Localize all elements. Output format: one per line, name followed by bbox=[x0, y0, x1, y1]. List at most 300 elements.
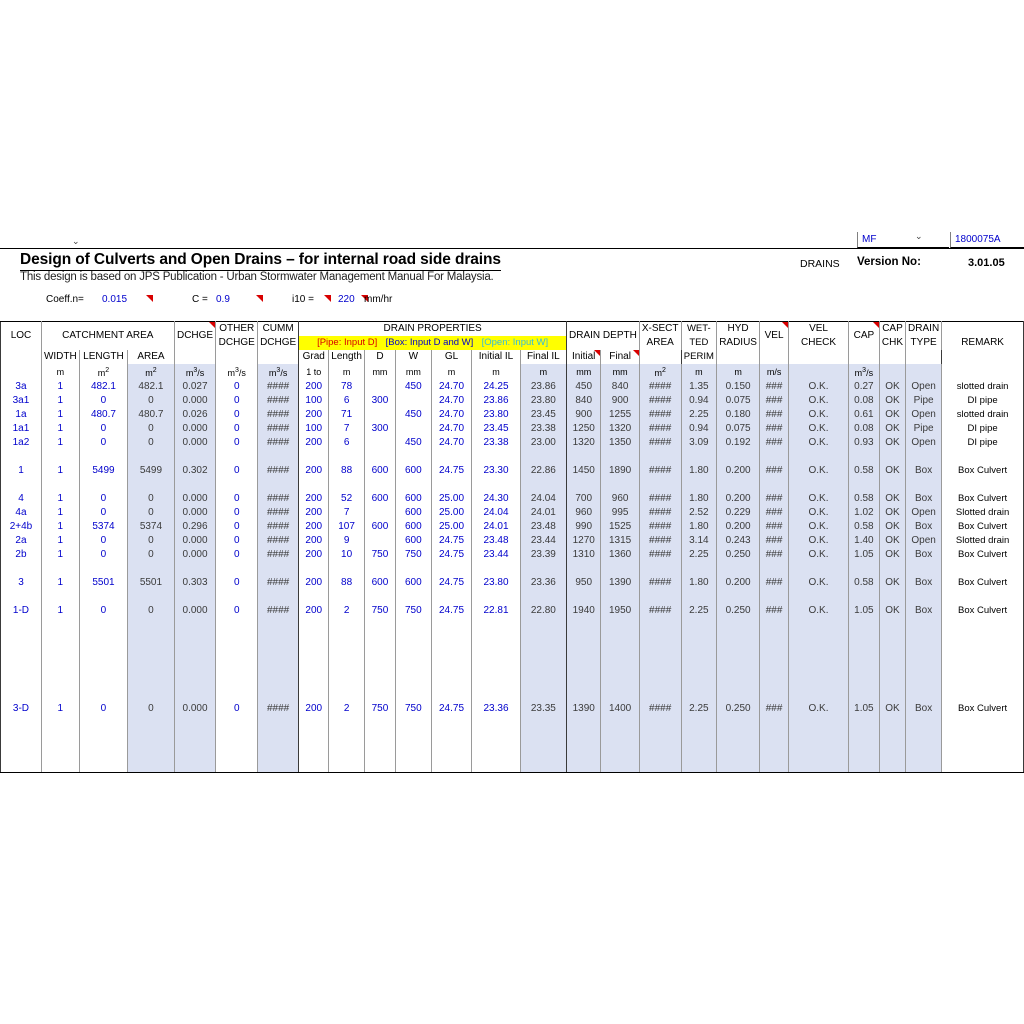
cell-xsect[interactable]: #### bbox=[639, 702, 681, 716]
cell-grad[interactable] bbox=[299, 758, 329, 772]
cell-area[interactable] bbox=[128, 730, 175, 744]
cell-vel-check[interactable]: O.K. bbox=[789, 408, 849, 422]
cell-other[interactable] bbox=[216, 674, 258, 688]
cell-gl[interactable]: 24.70 bbox=[431, 394, 472, 408]
cell-length[interactable] bbox=[79, 716, 127, 730]
cell-vel-check[interactable] bbox=[789, 562, 849, 576]
cell-final-il[interactable] bbox=[520, 730, 566, 744]
cell-depth-initial[interactable]: 900 bbox=[567, 408, 601, 422]
table-row[interactable] bbox=[1, 492, 1024, 506]
cell-len[interactable]: 107 bbox=[329, 520, 365, 534]
cell-other[interactable] bbox=[216, 562, 258, 576]
cell-depth-initial[interactable] bbox=[567, 632, 601, 646]
cell-cap-chk[interactable] bbox=[879, 674, 905, 688]
cell-vel-check[interactable] bbox=[789, 758, 849, 772]
cell-cap[interactable]: 1.05 bbox=[848, 604, 879, 618]
cell-len[interactable]: 71 bbox=[329, 408, 365, 422]
cell-initial-il[interactable]: 23.36 bbox=[472, 702, 520, 716]
cell-xsect[interactable] bbox=[639, 646, 681, 660]
cell-final-il[interactable] bbox=[520, 758, 566, 772]
cell-initial-il[interactable] bbox=[472, 478, 520, 492]
cell-length[interactable]: 0 bbox=[79, 548, 127, 562]
cell-dchge[interactable]: 0.000 bbox=[174, 702, 216, 716]
cell-radius[interactable] bbox=[717, 730, 760, 744]
cell-vel[interactable] bbox=[759, 450, 788, 464]
cell-grad[interactable] bbox=[299, 632, 329, 646]
cell-cumm[interactable]: #### bbox=[258, 534, 299, 548]
cell-d[interactable] bbox=[364, 534, 395, 548]
cell-perim[interactable] bbox=[681, 632, 717, 646]
cell-vel-check[interactable]: O.K. bbox=[789, 506, 849, 520]
cell-loc[interactable] bbox=[1, 744, 42, 758]
job-number-cell[interactable]: 1800075A bbox=[950, 232, 1024, 248]
cell-depth-initial[interactable]: 960 bbox=[567, 506, 601, 520]
cell-cap[interactable] bbox=[848, 730, 879, 744]
cell-initial-il[interactable] bbox=[472, 744, 520, 758]
cell-width[interactable]: 1 bbox=[41, 436, 79, 450]
cell-depth-final[interactable]: 840 bbox=[601, 380, 639, 394]
cell-dchge[interactable]: 0.000 bbox=[174, 492, 216, 506]
cell-perim[interactable] bbox=[681, 660, 717, 674]
cell-perim[interactable] bbox=[681, 590, 717, 604]
cell-gl[interactable]: 25.00 bbox=[431, 492, 472, 506]
cell-length[interactable]: 480.7 bbox=[79, 408, 127, 422]
cell-cumm[interactable] bbox=[258, 646, 299, 660]
cell-len[interactable] bbox=[329, 660, 365, 674]
cell-other[interactable] bbox=[216, 758, 258, 772]
cell-cap-chk[interactable]: OK bbox=[879, 422, 905, 436]
cell-area[interactable] bbox=[128, 646, 175, 660]
table-row[interactable] bbox=[1, 506, 1024, 520]
cell-cap[interactable] bbox=[848, 478, 879, 492]
cell-xsect[interactable]: #### bbox=[639, 408, 681, 422]
cell-drain-type[interactable]: Box bbox=[906, 604, 942, 618]
coeff-n-value[interactable]: 0.015 bbox=[102, 294, 128, 305]
cell-loc[interactable] bbox=[1, 618, 42, 632]
cell-radius[interactable]: 0.192 bbox=[717, 436, 760, 450]
cell-depth-final[interactable] bbox=[601, 688, 639, 702]
cell-length[interactable] bbox=[79, 744, 127, 758]
cell-drain-type[interactable] bbox=[906, 688, 942, 702]
cell-depth-initial[interactable]: 450 bbox=[567, 380, 601, 394]
cell-length[interactable]: 5501 bbox=[79, 576, 127, 590]
cell-gl[interactable]: 24.70 bbox=[431, 436, 472, 450]
cell-cumm[interactable] bbox=[258, 730, 299, 744]
cell-xsect[interactable] bbox=[639, 478, 681, 492]
cell-loc[interactable]: 4a bbox=[1, 506, 42, 520]
cell-cumm[interactable]: #### bbox=[258, 422, 299, 436]
cell-depth-initial[interactable] bbox=[567, 730, 601, 744]
cell-radius[interactable]: 0.200 bbox=[717, 464, 760, 478]
cell-loc[interactable]: 3a bbox=[1, 380, 42, 394]
cell-dchge[interactable]: 0.000 bbox=[174, 422, 216, 436]
cell-remark[interactable] bbox=[942, 478, 1024, 492]
cell-cumm[interactable]: #### bbox=[258, 492, 299, 506]
table-row[interactable] bbox=[1, 702, 1024, 716]
cell-remark[interactable] bbox=[942, 674, 1024, 688]
cell-width[interactable]: 1 bbox=[41, 534, 79, 548]
cell-perim[interactable]: 2.25 bbox=[681, 702, 717, 716]
cell-vel-check[interactable]: O.K. bbox=[789, 436, 849, 450]
cell-perim[interactable] bbox=[681, 758, 717, 772]
cell-perim[interactable]: 2.25 bbox=[681, 604, 717, 618]
cell-cap[interactable]: 0.58 bbox=[848, 576, 879, 590]
cell-depth-initial[interactable] bbox=[567, 590, 601, 604]
cell-d[interactable]: 600 bbox=[364, 520, 395, 534]
cell-depth-final[interactable] bbox=[601, 590, 639, 604]
cell-d[interactable] bbox=[364, 758, 395, 772]
cell-cumm[interactable] bbox=[258, 632, 299, 646]
cell-initial-il[interactable]: 24.25 bbox=[472, 380, 520, 394]
cell-vel[interactable] bbox=[759, 646, 788, 660]
cell-depth-initial[interactable] bbox=[567, 562, 601, 576]
cell-area[interactable] bbox=[128, 618, 175, 632]
cell-cap[interactable]: 0.61 bbox=[848, 408, 879, 422]
cell-width[interactable]: 1 bbox=[41, 492, 79, 506]
cell-vel-check[interactable]: O.K. bbox=[789, 464, 849, 478]
cell-final-il[interactable] bbox=[520, 660, 566, 674]
cell-xsect[interactable]: #### bbox=[639, 422, 681, 436]
cell-length[interactable] bbox=[79, 478, 127, 492]
cell-remark[interactable] bbox=[942, 618, 1024, 632]
cell-dchge[interactable]: 0.026 bbox=[174, 408, 216, 422]
cell-len[interactable] bbox=[329, 562, 365, 576]
cell-area[interactable]: 0 bbox=[128, 394, 175, 408]
cell-depth-initial[interactable]: 1320 bbox=[567, 436, 601, 450]
cell-dchge[interactable]: 0.000 bbox=[174, 604, 216, 618]
cell-dchge[interactable]: 0.000 bbox=[174, 394, 216, 408]
table-row[interactable] bbox=[1, 576, 1024, 590]
cell-cap-chk[interactable]: OK bbox=[879, 492, 905, 506]
cell-cumm[interactable]: #### bbox=[258, 436, 299, 450]
cell-drain-type[interactable]: Pipe bbox=[906, 422, 942, 436]
cell-length[interactable]: 0 bbox=[79, 436, 127, 450]
cell-area[interactable]: 0 bbox=[128, 702, 175, 716]
cell-loc[interactable] bbox=[1, 478, 42, 492]
cell-d[interactable] bbox=[364, 506, 395, 520]
cell-radius[interactable] bbox=[717, 590, 760, 604]
cell-len[interactable] bbox=[329, 758, 365, 772]
cell-dchge[interactable] bbox=[174, 688, 216, 702]
cell-drain-type[interactable]: Box bbox=[906, 548, 942, 562]
cell-vel-check[interactable]: O.K. bbox=[789, 604, 849, 618]
cell-initial-il[interactable]: 23.48 bbox=[472, 534, 520, 548]
cell-width[interactable] bbox=[41, 450, 79, 464]
cell-depth-final[interactable] bbox=[601, 618, 639, 632]
cell-length[interactable] bbox=[79, 450, 127, 464]
cell-length[interactable]: 0 bbox=[79, 422, 127, 436]
cell-width[interactable]: 1 bbox=[41, 380, 79, 394]
cell-width[interactable]: 1 bbox=[41, 506, 79, 520]
cell-initial-il[interactable]: 23.30 bbox=[472, 464, 520, 478]
cell-len[interactable]: 7 bbox=[329, 506, 365, 520]
cell-final-il[interactable] bbox=[520, 590, 566, 604]
table-row[interactable] bbox=[1, 562, 1024, 576]
cell-initial-il[interactable]: 23.80 bbox=[472, 408, 520, 422]
cell-xsect[interactable]: #### bbox=[639, 492, 681, 506]
cell-xsect[interactable] bbox=[639, 758, 681, 772]
i10-value[interactable]: 220 bbox=[338, 294, 355, 305]
cell-vel[interactable] bbox=[759, 744, 788, 758]
cell-loc[interactable] bbox=[1, 674, 42, 688]
cell-gl[interactable]: 24.75 bbox=[431, 576, 472, 590]
cell-cumm[interactable]: #### bbox=[258, 408, 299, 422]
cell-vel-check[interactable] bbox=[789, 674, 849, 688]
cell-vel[interactable]: ### bbox=[759, 394, 788, 408]
cell-width[interactable] bbox=[41, 618, 79, 632]
cell-perim[interactable]: 2.25 bbox=[681, 548, 717, 562]
cell-dchge[interactable] bbox=[174, 632, 216, 646]
cell-gl[interactable] bbox=[431, 632, 472, 646]
cell-grad[interactable]: 100 bbox=[299, 394, 329, 408]
cell-final-il[interactable]: 22.80 bbox=[520, 604, 566, 618]
cell-cap[interactable]: 1.40 bbox=[848, 534, 879, 548]
cell-perim[interactable]: 1.80 bbox=[681, 576, 717, 590]
cell-gl[interactable] bbox=[431, 744, 472, 758]
cell-width[interactable]: 1 bbox=[41, 548, 79, 562]
cell-cap-chk[interactable]: OK bbox=[879, 576, 905, 590]
cell-grad[interactable] bbox=[299, 562, 329, 576]
cell-len[interactable] bbox=[329, 618, 365, 632]
cell-vel[interactable] bbox=[759, 618, 788, 632]
cell-w[interactable] bbox=[395, 674, 431, 688]
cell-area[interactable] bbox=[128, 632, 175, 646]
cell-other[interactable]: 0 bbox=[216, 604, 258, 618]
cell-vel-check[interactable] bbox=[789, 618, 849, 632]
cell-loc[interactable]: 2b bbox=[1, 548, 42, 562]
cell-final-il[interactable]: 23.36 bbox=[520, 576, 566, 590]
table-row[interactable] bbox=[1, 604, 1024, 618]
cell-len[interactable]: 7 bbox=[329, 422, 365, 436]
cell-cap-chk[interactable] bbox=[879, 590, 905, 604]
cell-vel-check[interactable]: O.K. bbox=[789, 534, 849, 548]
cell-vel[interactable] bbox=[759, 688, 788, 702]
cell-radius[interactable]: 0.075 bbox=[717, 422, 760, 436]
cell-drain-type[interactable]: Box bbox=[906, 702, 942, 716]
cell-grad[interactable] bbox=[299, 590, 329, 604]
cell-loc[interactable]: 1-D bbox=[1, 604, 42, 618]
cell-other[interactable] bbox=[216, 478, 258, 492]
cell-length[interactable]: 0 bbox=[79, 506, 127, 520]
cell-remark[interactable] bbox=[942, 688, 1024, 702]
cell-remark[interactable]: Box Culvert bbox=[942, 702, 1024, 716]
cell-d[interactable] bbox=[364, 688, 395, 702]
cell-cumm[interactable]: #### bbox=[258, 394, 299, 408]
cell-vel[interactable]: ### bbox=[759, 534, 788, 548]
cell-cap[interactable] bbox=[848, 562, 879, 576]
cell-vel[interactable]: ### bbox=[759, 422, 788, 436]
cell-xsect[interactable] bbox=[639, 618, 681, 632]
cell-other[interactable]: 0 bbox=[216, 576, 258, 590]
cell-length[interactable]: 0 bbox=[79, 492, 127, 506]
table-row[interactable] bbox=[1, 674, 1024, 688]
cell-cap-chk[interactable]: OK bbox=[879, 548, 905, 562]
cell-vel-check[interactable]: O.K. bbox=[789, 380, 849, 394]
table-row[interactable] bbox=[1, 478, 1024, 492]
cell-area[interactable]: 5374 bbox=[128, 520, 175, 534]
cell-w[interactable]: 750 bbox=[395, 702, 431, 716]
cell-grad[interactable]: 200 bbox=[299, 492, 329, 506]
cell-len[interactable]: 78 bbox=[329, 380, 365, 394]
cell-cap-chk[interactable] bbox=[879, 450, 905, 464]
cell-vel-check[interactable] bbox=[789, 590, 849, 604]
cell-dchge[interactable] bbox=[174, 744, 216, 758]
cell-initial-il[interactable]: 23.44 bbox=[472, 548, 520, 562]
cell-length[interactable] bbox=[79, 618, 127, 632]
cell-cap-chk[interactable] bbox=[879, 716, 905, 730]
cell-perim[interactable]: 1.35 bbox=[681, 380, 717, 394]
cell-other[interactable]: 0 bbox=[216, 436, 258, 450]
cell-other[interactable]: 0 bbox=[216, 408, 258, 422]
cell-len[interactable]: 10 bbox=[329, 548, 365, 562]
cell-vel-check[interactable] bbox=[789, 646, 849, 660]
cell-width[interactable] bbox=[41, 688, 79, 702]
cell-w[interactable] bbox=[395, 618, 431, 632]
cell-area[interactable]: 0 bbox=[128, 604, 175, 618]
cell-gl[interactable] bbox=[431, 730, 472, 744]
cell-depth-initial[interactable]: 1450 bbox=[567, 464, 601, 478]
cell-other[interactable]: 0 bbox=[216, 702, 258, 716]
cell-cap[interactable] bbox=[848, 618, 879, 632]
cell-d[interactable] bbox=[364, 730, 395, 744]
cell-other[interactable]: 0 bbox=[216, 380, 258, 394]
cell-other[interactable]: 0 bbox=[216, 394, 258, 408]
cell-w[interactable] bbox=[395, 716, 431, 730]
cell-gl[interactable]: 25.00 bbox=[431, 506, 472, 520]
cell-depth-final[interactable] bbox=[601, 744, 639, 758]
cell-loc[interactable]: 3 bbox=[1, 576, 42, 590]
cell-cap-chk[interactable] bbox=[879, 758, 905, 772]
cell-radius[interactable] bbox=[717, 660, 760, 674]
cell-area[interactable]: 0 bbox=[128, 506, 175, 520]
cell-radius[interactable] bbox=[717, 450, 760, 464]
cell-d[interactable] bbox=[364, 380, 395, 394]
cell-len[interactable] bbox=[329, 688, 365, 702]
cell-vel-check[interactable]: O.K. bbox=[789, 394, 849, 408]
cell-vel[interactable] bbox=[759, 674, 788, 688]
cell-dchge[interactable]: 0.000 bbox=[174, 534, 216, 548]
cell-final-il[interactable] bbox=[520, 632, 566, 646]
cell-depth-initial[interactable]: 840 bbox=[567, 394, 601, 408]
cell-drain-type[interactable] bbox=[906, 632, 942, 646]
cell-vel-check[interactable]: O.K. bbox=[789, 422, 849, 436]
cell-other[interactable] bbox=[216, 744, 258, 758]
cell-cumm[interactable] bbox=[258, 716, 299, 730]
cell-xsect[interactable] bbox=[639, 660, 681, 674]
cell-width[interactable] bbox=[41, 562, 79, 576]
cell-cap-chk[interactable] bbox=[879, 660, 905, 674]
cell-cap-chk[interactable]: OK bbox=[879, 506, 905, 520]
cell-d[interactable]: 750 bbox=[364, 604, 395, 618]
cell-w[interactable] bbox=[395, 562, 431, 576]
cell-cap[interactable]: 0.08 bbox=[848, 422, 879, 436]
cell-initial-il[interactable]: 22.81 bbox=[472, 604, 520, 618]
cell-area[interactable] bbox=[128, 688, 175, 702]
cell-w[interactable]: 600 bbox=[395, 464, 431, 478]
cell-dchge[interactable]: 0.000 bbox=[174, 506, 216, 520]
cell-length[interactable]: 5499 bbox=[79, 464, 127, 478]
c-value[interactable]: 0.9 bbox=[216, 294, 230, 305]
cell-d[interactable]: 600 bbox=[364, 492, 395, 506]
cell-initial-il[interactable]: 23.38 bbox=[472, 436, 520, 450]
cell-dchge[interactable] bbox=[174, 590, 216, 604]
cell-vel[interactable]: ### bbox=[759, 436, 788, 450]
cell-cap-chk[interactable] bbox=[879, 632, 905, 646]
cell-vel[interactable] bbox=[759, 562, 788, 576]
cell-gl[interactable]: 24.75 bbox=[431, 464, 472, 478]
cell-width[interactable]: 1 bbox=[41, 394, 79, 408]
cell-drain-type[interactable] bbox=[906, 716, 942, 730]
cell-cumm[interactable]: #### bbox=[258, 604, 299, 618]
cell-final-il[interactable] bbox=[520, 688, 566, 702]
cell-loc[interactable]: 1a bbox=[1, 408, 42, 422]
cell-len[interactable] bbox=[329, 674, 365, 688]
cell-len[interactable]: 2 bbox=[329, 604, 365, 618]
cell-cap-chk[interactable]: OK bbox=[879, 520, 905, 534]
cell-d[interactable] bbox=[364, 590, 395, 604]
cell-width[interactable] bbox=[41, 744, 79, 758]
cell-len[interactable]: 2 bbox=[329, 702, 365, 716]
cell-final-il[interactable] bbox=[520, 674, 566, 688]
cell-final-il[interactable] bbox=[520, 450, 566, 464]
cell-radius[interactable]: 0.250 bbox=[717, 702, 760, 716]
cell-radius[interactable]: 0.250 bbox=[717, 548, 760, 562]
cell-other[interactable]: 0 bbox=[216, 548, 258, 562]
cell-loc[interactable]: 3-D bbox=[1, 702, 42, 716]
table-row[interactable] bbox=[1, 520, 1024, 534]
cell-depth-final[interactable]: 1890 bbox=[601, 464, 639, 478]
cell-cap-chk[interactable] bbox=[879, 730, 905, 744]
cell-depth-final[interactable]: 1315 bbox=[601, 534, 639, 548]
cell-width[interactable] bbox=[41, 730, 79, 744]
cell-vel-check[interactable] bbox=[789, 660, 849, 674]
cell-d[interactable] bbox=[364, 716, 395, 730]
cell-vel[interactable] bbox=[759, 758, 788, 772]
cell-other[interactable] bbox=[216, 646, 258, 660]
cell-xsect[interactable]: #### bbox=[639, 506, 681, 520]
cell-width[interactable] bbox=[41, 758, 79, 772]
cell-vel-check[interactable] bbox=[789, 478, 849, 492]
cell-cumm[interactable] bbox=[258, 744, 299, 758]
cell-remark[interactable]: slotted drain bbox=[942, 380, 1024, 394]
cell-remark[interactable]: Slotted drain bbox=[942, 534, 1024, 548]
cell-w[interactable] bbox=[395, 394, 431, 408]
cell-area[interactable] bbox=[128, 590, 175, 604]
cell-vel-check[interactable] bbox=[789, 744, 849, 758]
cell-len[interactable] bbox=[329, 646, 365, 660]
cell-drain-type[interactable] bbox=[906, 618, 942, 632]
cell-vel-check[interactable] bbox=[789, 688, 849, 702]
cell-xsect[interactable] bbox=[639, 562, 681, 576]
cell-cap[interactable] bbox=[848, 674, 879, 688]
cell-depth-initial[interactable] bbox=[567, 744, 601, 758]
cell-dchge[interactable]: 0.000 bbox=[174, 436, 216, 450]
cell-len[interactable] bbox=[329, 632, 365, 646]
cell-grad[interactable] bbox=[299, 618, 329, 632]
cell-d[interactable] bbox=[364, 618, 395, 632]
cell-cumm[interactable] bbox=[258, 660, 299, 674]
cell-other[interactable]: 0 bbox=[216, 506, 258, 520]
cell-len[interactable]: 6 bbox=[329, 436, 365, 450]
cell-loc[interactable] bbox=[1, 688, 42, 702]
cell-initial-il[interactable] bbox=[472, 758, 520, 772]
cell-length[interactable] bbox=[79, 674, 127, 688]
cell-final-il[interactable]: 24.04 bbox=[520, 492, 566, 506]
cell-final-il[interactable] bbox=[520, 744, 566, 758]
cell-remark[interactable] bbox=[942, 590, 1024, 604]
cell-xsect[interactable] bbox=[639, 730, 681, 744]
cell-xsect[interactable] bbox=[639, 744, 681, 758]
